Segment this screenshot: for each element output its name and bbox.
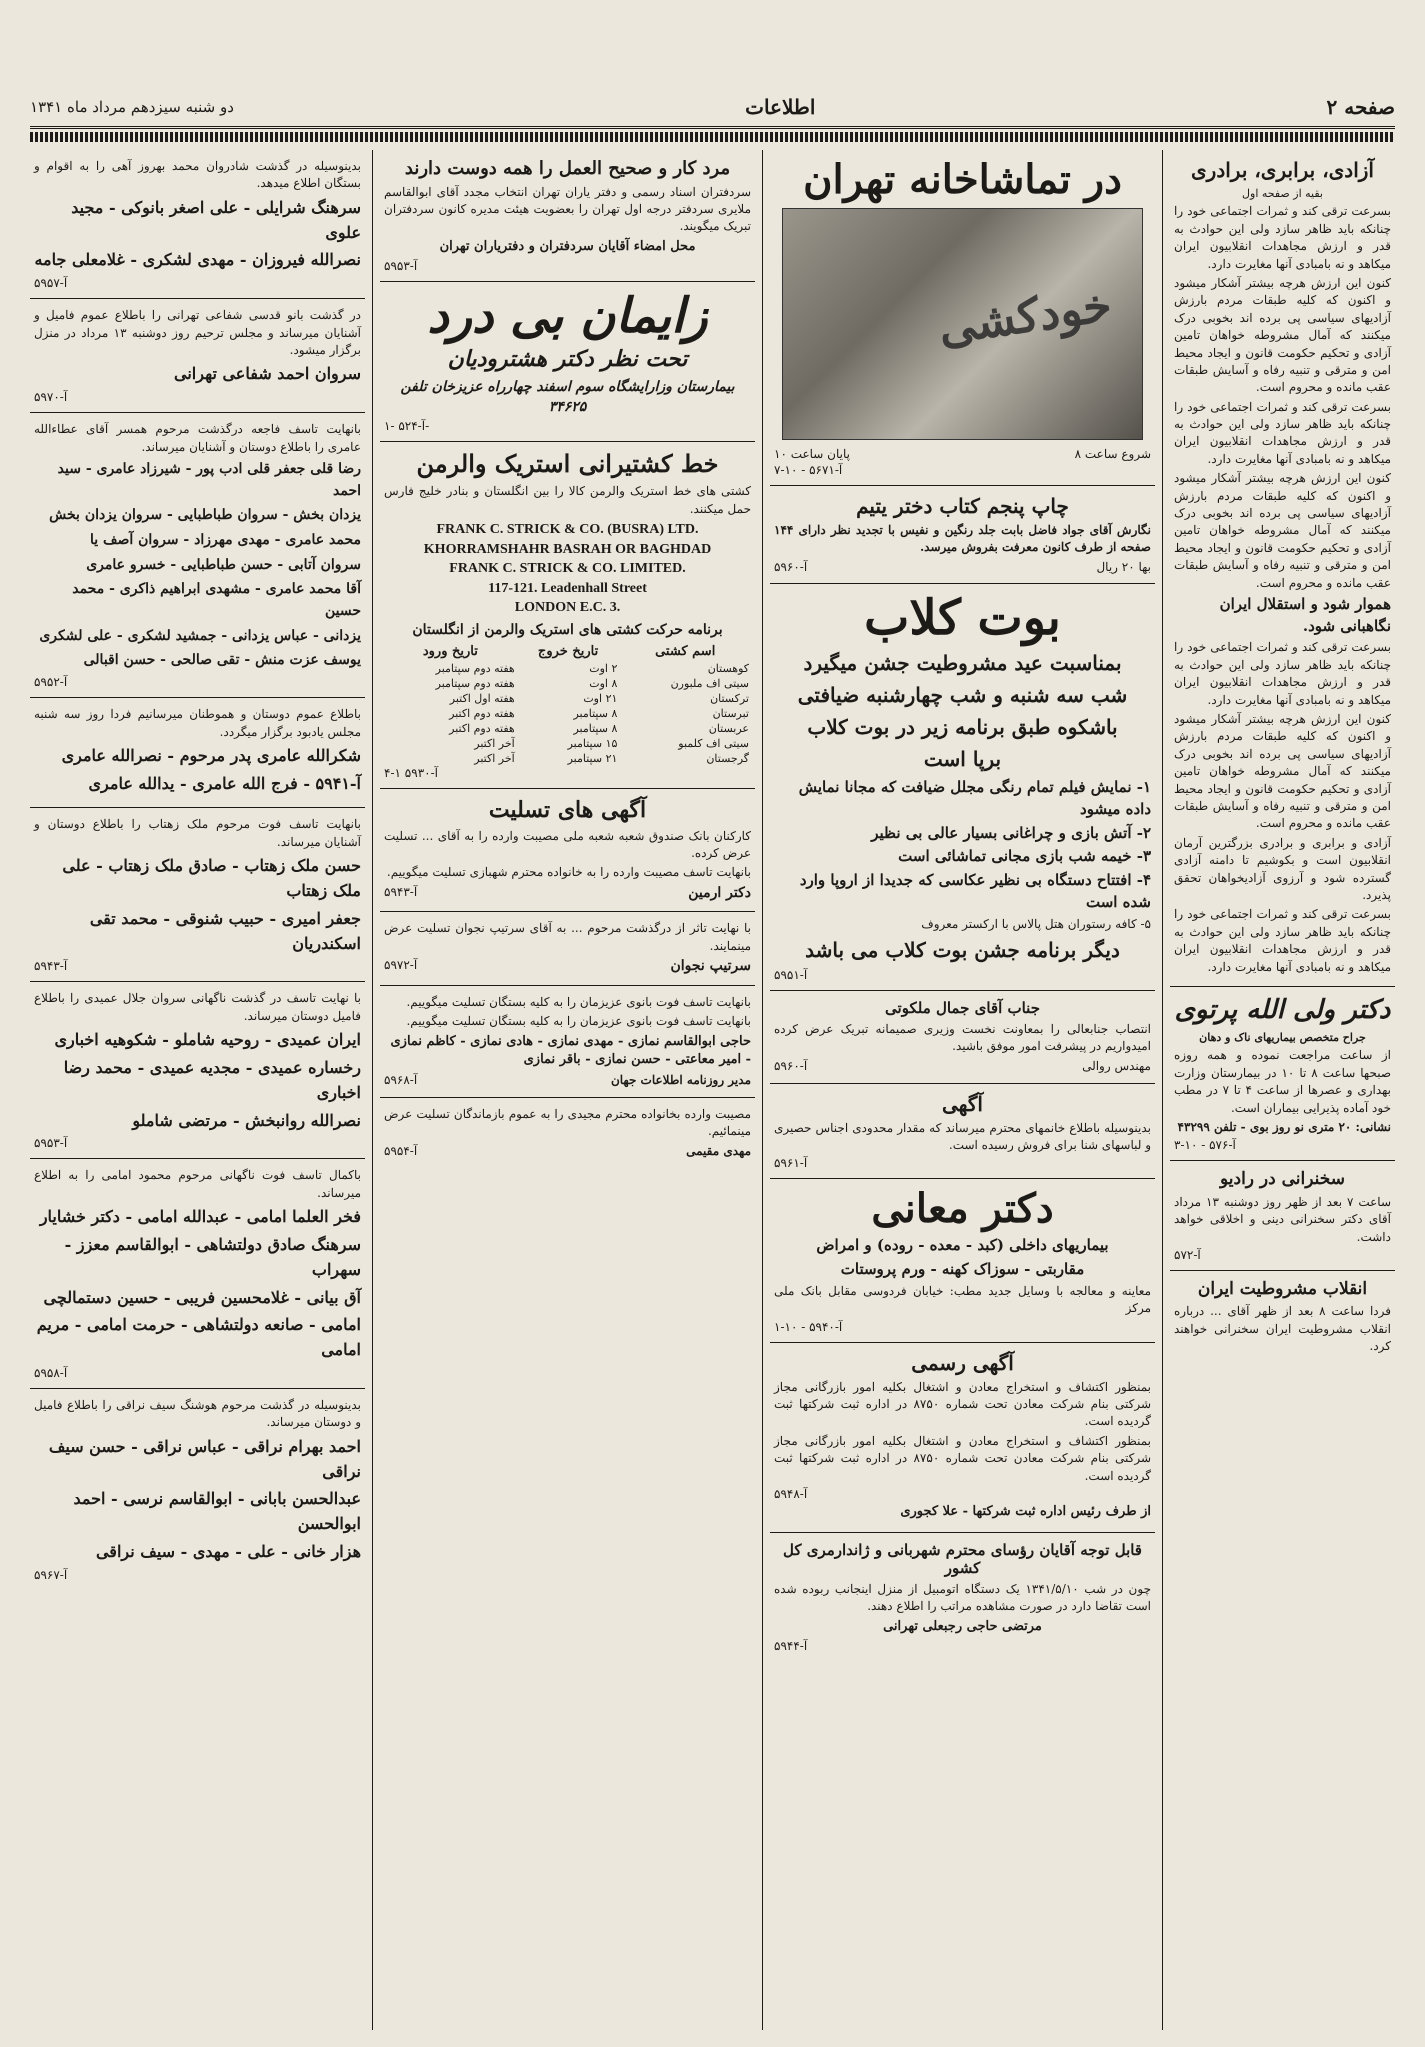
article-paragraph: کنون این ارزش هرچه بیشتر آشکار میشود و اکنون که کلیه طبقات مردم بارزش آزادیهای سیاسی پی برده اند بخوبی درک میکنند که آمال مشروطه خواهان تامین آزادی و تحکیم حکومت قانون و ایجاد محیط امن و مترقی و تنبیه رفاه و آسایش طبقات عقب مانده و محروم است. [1174, 275, 1391, 395]
obituary-names: یزدانی - عباس یزدانی - جمشید لشکری - علی لشکری [39, 627, 361, 644]
constitution-title: انقلاب مشروطیت ایران [1197, 1279, 1368, 1299]
table-cell: ترکستان [710, 692, 749, 706]
obituary-text: بدینوسیله در گذشت مرحوم هوشنگ سیف نراقی را باطلاع فامیل و دوستان میرساند. [34, 1397, 361, 1430]
obituary-text: با نهایت تاسف در گذشت ناگهانی سروان جلال عمیدی را باطلاع فامیل دوستان میرساند. [34, 991, 361, 1023]
condolence-section [380, 789, 755, 912]
midwife-address: بیمارستان وزارایشگاه سوم اسفند چهارراه عزیزخان تلفن ۳۴۶۲۵ [400, 378, 735, 416]
condolence-sign [384, 884, 751, 904]
club-item: ۴- افتتاح دستگاه بی نظیر عکاسی که جدیدا از اروپا وارد شده است [799, 871, 1151, 911]
theater-title: در تماشاخانه تهران [803, 156, 1122, 203]
ad-reference: آ-۵۹۴۸ [774, 1487, 808, 1502]
condolence-text: بانهایت تاسف فوت بانوی عزیزمان را به کلیه بستگان تسلیت میگوییم. [406, 994, 751, 1009]
article-closing: آزادی و برابری و برادری بزرگترین آرمان انقلابیون است و بکوشیم تا دامنه آزادی گسترده شود و آرزوی آزادیخواهان تحقق پذیرد. [1174, 835, 1391, 902]
ad-reference: آ-۵۹۵۸ [34, 1365, 68, 1380]
doctor-subtitle: جراح متخصص بیماریهای ناک و دهان [1199, 1031, 1366, 1045]
ad-reference: آ-۵۹۷۲ [384, 958, 418, 973]
ad-reference: آ-۵۹۳۰ ۱-۴ [384, 766, 438, 781]
obituary-2 [30, 299, 365, 413]
obituary-names: رضا قلی جعفر قلی ادب پور - شیرزاد عامری - سید احمد [57, 460, 361, 499]
club-item: ۲- آتش بازی و چراغانی بسیار عالی بی نظیر [871, 823, 1151, 842]
ad-reference: آ-۵۹۴۳ [34, 959, 68, 974]
condolence-2 [380, 912, 755, 985]
condolence-sign [384, 957, 751, 977]
obituary-text: بدینوسیله در گذشت شادروان محمد بهروز آهی را به اقوام و بستگان اطلاع میدهد. [34, 159, 361, 191]
doctor-ad [1170, 987, 1395, 1162]
table-row [384, 661, 751, 676]
club-item: ۱- نمایش فیلم تمام رنگی مجلل ضیافت که مجانا نمایش داده میشود [798, 778, 1151, 818]
maani-line: بیماریهای داخلی (کبد - معده - روده) و امراض [816, 1236, 1109, 1255]
ad-reference: آ-۵۹۶۰ [774, 559, 808, 574]
column-divider [1162, 150, 1163, 2030]
book-text: نگارش آقای جواد فاضل بابت جلد رنگین و نفیس با تجدید نظر دارای ۱۴۴ صفحه از طرف کانون معرفت بفروش میرسد. [774, 522, 1151, 555]
table-row [384, 736, 751, 751]
maani-line: مقاربتی - سوزاک کهنه - ورم پروستات [840, 1260, 1085, 1279]
table-cell: هفته دوم سپتامبر [435, 677, 515, 691]
table-cell: هفته دوم اکتبر [449, 707, 515, 721]
condolence-signer: دکتر ارمین [688, 884, 751, 901]
obituary-names: سرهنگ شرایلی - علی اصغر بانوکی - مجید علوی [71, 197, 361, 242]
condolence-text: کارکنان بانک صندوق شعبه شعبه ملی مصیبت وارده را به آقای ... تسلیت عرض کرده. [384, 828, 751, 861]
obituary-text: در گذشت بانو قدسی شفاعی تهرانی را باطلاع عموم فامیل و آشنایان میرساند و مجلس ترحیم روز دوشنبه ۱۳ مرداد در منزل برگزار میشود. [34, 308, 361, 357]
obituary-names: جعفر امیری - حبیب شنوقی - محمد تقی اسکندریان [89, 908, 361, 953]
midwife-ad [380, 282, 755, 443]
ad-reference: آ-۵۹۵۳ [34, 1136, 68, 1151]
table-cell: کوهستان [707, 662, 749, 676]
radio-notice [1170, 1161, 1395, 1271]
schedule-table [384, 642, 751, 766]
obituary-names: محمد عامری - مهدی مهرزاد - سروان آصف یا [89, 531, 361, 548]
obituary-names: نصرالله فیروزان - مهدی لشکری - غلامعلی جامه [34, 250, 361, 270]
ad-reference: آ-۵۹۶۱ [774, 1156, 808, 1171]
condolence-3 [380, 986, 755, 1098]
ad-reference: آ-۵۷۲ [1174, 1248, 1201, 1262]
midwife-subtitle: تحت نظر دکتر هشترودیان [447, 346, 688, 373]
obituary-4 [30, 698, 365, 808]
malakuti-sign [774, 1058, 1151, 1075]
thanks-signer: محل امضاء آقایان سردفتران و دفتریاران تهران [439, 238, 696, 254]
article-liberty [1170, 150, 1395, 987]
obituary-names: ایران عمیدی - روحیه شاملو - شکوهیه اخباری [54, 1030, 361, 1050]
table-cell: ۲ اوت [589, 662, 618, 676]
public-notice [770, 1533, 1155, 1661]
official-ad [770, 1343, 1155, 1533]
header-rule [30, 132, 1395, 142]
obituary-names: آ-۵۹۴۱ - فرج الله عامری - یدالله عامری [88, 773, 361, 793]
obituary-text: باطلاع عموم دوستان و هموطنان میرسانیم فردا روز سه شنبه مجلس یادبود برگزار میگردد. [34, 707, 361, 739]
obituary-names: رخساره عمیدی - مجدیه عمیدی - محمد رضا اخباری [63, 1058, 361, 1102]
shipping-title: خط کشتیرانی استریک والرمن [416, 449, 719, 479]
book-meta [774, 559, 1151, 576]
theater-ad [770, 150, 1155, 486]
table-cell: ۸ اوت [589, 677, 618, 691]
shipping-ad [380, 442, 755, 789]
malakuti-title: جناب آقای جمال ملکوتی [885, 999, 1040, 1018]
article-title: آزادی، برابری، برادری [1191, 158, 1374, 182]
page-number: صفحه ۲ [1326, 95, 1395, 119]
table-row [384, 691, 751, 706]
table-cell: آخر اکتبر [474, 737, 515, 751]
doctor-maani-ad [770, 1179, 1155, 1342]
club-line: برپا است [923, 747, 1002, 772]
doctor-text: از ساعت مراجعت نموده و همه روزه صبحها ساعت ۸ تا ۱۰ در بیمارستان وزارت بهداری و عصرها از ساعت ۴ تا ۷ در مطب خود آماده پذیرایی بیماران است. [1174, 1048, 1392, 1115]
ad-text: بدینوسیله باطلاع خانمهای محترم میرساند که مقدار محدودی اجناس حصیری و لباسهای شنا برای فروش رسیده است. [774, 1120, 1151, 1153]
official-text: بمنظور اکتشاف و استخراج معادن و اشتغال بکلیه امور بازرگانی مجاز شرکتی بنام شرکت معادن تحت شماره ۸۷۵۰ در اداره ثبت شرکتها ثبت گردیده است. [774, 1433, 1151, 1483]
condolence-signer: سرتیپ نجوان [670, 958, 751, 975]
column-divider [762, 150, 763, 2030]
condolence-text: بانهایت تاسف فوت بانوی عزیزمان را به کلیه بستگان تسلیت میگوییم. [406, 1014, 751, 1029]
condolence-sign [384, 1143, 751, 1160]
obituary-3 [30, 413, 365, 698]
table-cell: عربستان [708, 722, 749, 736]
maani-title: دکتر معانی [871, 1185, 1054, 1233]
theater-end: پایان ساعت ۱۰ [774, 447, 850, 461]
newspaper-name: اطلاعات [745, 95, 816, 119]
condolence-signer: مدیر روزنامه اطلاعات جهان [610, 1073, 751, 1088]
obituary-names: امامی - صانعه دولتشاهی - حرمت امامی - مریم امامی [36, 1315, 361, 1360]
club-line: باشکوه طبق برنامه زیر در بوت کلاب [807, 715, 1118, 740]
public-signer: مرتضی حاجی رجبعلی تهرانی [883, 1618, 1042, 1634]
obituary-names: فخر العلما امامی - عبدالله امامی - دکتر خشایار [39, 1207, 361, 1227]
table-cell: سیتی اف کلمبو [678, 737, 749, 751]
midwife-title: زایمان بی درد [427, 287, 708, 344]
club-item: ۳- خیمه شب بازی مجانی تماشائی است [898, 847, 1151, 866]
obituary-1 [30, 150, 365, 299]
constitution-notice [1170, 1271, 1395, 1366]
schedule-body [384, 661, 751, 766]
theater-start: شروع ساعت ۸ [1074, 447, 1151, 461]
newspaper-page [30, 60, 1395, 2030]
thanks-text: سردفتران اسناد رسمی و دفتر یاران تهران انتخاب مجدد آقای ابوالقاسم ملایری سردفتر درجه اول تهران را بعضویت هیئت مدیره کانون سردفتران تبریک میگویند. [384, 184, 751, 234]
obituary-text: باکمال تاسف فوت ناگهانی مرحوم محمود امامی را به اطلاع میرساند. [34, 1168, 361, 1200]
obituary-text: بانهایت تاسف فاجعه درگذشت مرحوم همسر آقای عطاءالله عامری را باطلاع دوستان و آشنایان میرساند. [34, 422, 361, 454]
doctor-name: دکتر ولی الله پرتوی [1174, 994, 1391, 1025]
ad-reference: آ-۵۲۴ -۱- [384, 419, 430, 434]
obituary-names: حسن ملک زهتاب - صادق ملک زهتاب - علی ملک زهتاب [62, 856, 361, 901]
club-note: ۵- کافه رستوران هتل پالاس با ارکستر معروف [921, 916, 1151, 931]
obituary-names: سروان آتابی - حسن طباطبایی - خسرو عامری [86, 556, 361, 573]
column-divider [372, 150, 373, 2030]
photo-caption: خودکشی [935, 277, 1115, 355]
official-text: بمنظور اکتشاف و استخراج معادن و اشتغال بکلیه امور بازرگانی مجاز شرکتی بنام شرکت معادن تحت شماره ۸۷۵۰ در اداره ثبت شرکتها ثبت گردیده است. [774, 1379, 1151, 1429]
table-cell: هفته اول اکتبر [449, 692, 515, 706]
book-title: چاپ پنجم کتاب دختر یتیم [856, 493, 1069, 518]
article-paragraph: کنون این ارزش هرچه بیشتر آشکار میشود و اکنون که کلیه طبقات مردم بارزش آزادیهای سیاسی پی برده اند بخوبی درک میکنند که آمال مشروطه خواهان تامین آزادی و تحکیم حکومت قانون و ایجاد محیط امن و مترقی و تنبیه رفاه و آسایش طبقات عقب مانده و محروم است. [1174, 712, 1391, 831]
condolence-text: مصیبت وارده بخانواده محترم مجیدی را به عموم بازماندگان تسلیت عرض مینمائیم. [384, 1107, 751, 1139]
ad-reference: آ-۵۷۶ - ۱۰-۳ [1174, 1138, 1236, 1153]
malakuti-signer: مهندس روالی [1082, 1058, 1151, 1073]
ad-reference: آ-۵۹۵۷ [34, 276, 68, 291]
table-cell: ۲۱ اوت [583, 692, 618, 706]
club-line: شب سه شنبه و شب چهارشنبه ضیافتی [797, 683, 1128, 708]
book-price: بها ۲۰ ریال [1096, 559, 1151, 574]
column-2 [770, 150, 1155, 2030]
obituary-names: هزار خانی - علی - مهدی - سیف نراقی [95, 1541, 361, 1561]
club-ad [770, 584, 1155, 991]
club-closing: دیگر برنامه جشن بوت کلاب می باشد [805, 938, 1120, 963]
shipping-address-line: 117-121. Leadenhall Street [488, 580, 647, 596]
table-cell: هفته دوم اکتبر [449, 722, 515, 736]
article-paragraph: بسرعت ترقی کند و ثمرات اجتماعی خود را چنانکه باید ظاهر سازد ولی این حوادث به قدر و ارزش مجاهدات انقلابیون ایران میکاهد و نه بامبادی آنها مغایرت دارد. [1174, 204, 1391, 271]
table-cell: ۱۵ سپتامبر [567, 737, 618, 751]
condolence-4 [380, 1098, 755, 1168]
article-paragraph: کنون این ارزش هرچه بیشتر آشکار میشود و اکنون که کلیه طبقات مردم بارزش آزادیهای سیاسی پی برده اند بخوبی درک میکنند که آمال مشروطه خواهان تامین آزادی و تحکیم حکومت قانون و ایجاد محیط امن و مترقی و تنبیه رفاه و آسایش طبقات عقب مانده و محروم است. [1174, 471, 1391, 590]
obituary-names: یزدان بخش - سروان طباطبایی - سروان یزدان بخش [49, 507, 361, 524]
table-row [384, 706, 751, 721]
obituary-names: آق بیانی - غلامحسین فریبی - حسین دستمالچی [43, 1287, 361, 1307]
table-header: تاریخ خروج [537, 644, 599, 660]
article-paragraph: بسرعت ترقی کند و ثمرات اجتماعی خود را چنانکه باید ظاهر سازد ولی این حوادث به قدر و ارزش مجاهدات انقلابیون ایران میکاهد و نه بامبادی آنها مغایرت دارد. [1174, 907, 1391, 974]
club-title: بوت کلاب [864, 590, 1061, 647]
table-row [384, 721, 751, 736]
ad-title: آگهی [942, 1091, 983, 1116]
theater-photo [782, 208, 1143, 440]
article-paragraph: بسرعت ترقی کند و ثمرات اجتماعی خود را چنانکه باید ظاهر سازد ولی این حوادث به قدر و ارزش مجاهدات انقلابیون ایران میکاهد و نه بامبادی آنها مغایرت دارد. [1174, 640, 1391, 707]
theater-times [774, 446, 1151, 463]
condolence-signer: مهدی مقیمی [686, 1143, 751, 1158]
obituary-names: احمد بهرام نراقی - عباس نراقی - حسن سیف نراقی [48, 1436, 361, 1481]
ad-reference: آ-۵۶۷۱ - ۱۰-۷ [774, 462, 843, 477]
official-title: آگهی رسمی [911, 1350, 1014, 1375]
article-bold-line: هموار شود و استقلال ایران نگاهبانی شود. [1219, 594, 1391, 635]
obituary-names: سرهنگ صادق دولتشاهی - ابوالقاسم معزز - سهراب [64, 1235, 361, 1279]
column-1 [1170, 150, 1395, 2030]
thanks-title: مرد کار و صحیح العمل را همه دوست دارند [404, 158, 731, 179]
official-signer: از طرف رئیس اداره ثبت شرکتها - علا کجوری [900, 1504, 1151, 1520]
condolence-names: حاجی ابوالقاسم نمازی - مهدی نمازی - هادی نمازی - کاظم نمازی - امیر معاعتی - حسن نمازی - باقر نمازی [390, 1033, 751, 1068]
obituary-5 [30, 808, 365, 982]
condolence-text: بانهایت تاسف مصیبت وارده را به خانواده محترم شهبازی تسلیت میگوییم. [386, 865, 751, 880]
shipping-address-line: LONDON E.C. 3. [514, 600, 621, 616]
maani-text: معاینه و معالجه با وسایل جدید مطب: خیابان فردوسی مقابل بانک ملی مرکز [774, 1283, 1151, 1316]
radio-text: ساعت ۷ بعد از ظهر روز دوشنبه ۱۳ مرداد آقای دکتر سخنرانی دینی و اخلاقی خواهد داشت. [1174, 1194, 1392, 1244]
public-text: چون در شب ۱۳۴۱/۵/۱۰ یک دستگاه اتومبیل از منزل اینجانب ربوده شده است تقاضا دارد در صورت مشاهده مراتب را اطلاع دهند. [774, 1581, 1151, 1614]
column-3 [380, 150, 755, 2030]
shipping-address-line: FRANK C. STRICK & CO. (BUSRA) LTD. [436, 521, 699, 537]
condolence-title: آگهی های تسلیت [488, 797, 647, 824]
ad-reference: آ-۵۹۷۰ [34, 390, 68, 405]
club-line: بمناسبت عید مشروطیت جشن میگیرد [803, 651, 1122, 676]
schedule-title: برنامه حرکت کشتی های استریک والرمن از انگلستان [412, 621, 723, 638]
obituary-names: سروان احمد شفاعی تهرانی [174, 364, 361, 384]
table-row [384, 751, 751, 766]
obituary-text: بانهایت تاسف فوت مرحوم ملک زهتاب را باطلاع دوستان و آشنایان میرساند. [34, 817, 361, 849]
obituary-names: آقا محمد عامری - مشهدی ابراهیم ذاکری - محمد حسین [72, 581, 361, 620]
shipping-text: کشتی های خط استریک والرمن کالا را بین انگلستان و بنادر خلیج فارس حمل میکنند. [384, 484, 751, 516]
radio-title: سخنرانی در رادیو [1220, 1169, 1345, 1190]
table-cell: ۸ سپتامبر [573, 722, 618, 736]
table-header-row [384, 642, 751, 661]
obituary-names: نصرالله روانبخش - مرتضی شاملو [132, 1110, 361, 1130]
table-cell: آخر اکتبر [474, 752, 515, 766]
shipping-address-line: FRANK C. STRICK & CO. LIMITED. [449, 561, 686, 577]
table-header: اسم کشتی [655, 644, 716, 660]
obituary-7 [30, 1159, 365, 1389]
obituary-names: عبدالحسن بابانی - ابوالقاسم نرسی - احمد ابوالحسن [73, 1489, 361, 1534]
ad-reference: آ-۵۹۶۸ [384, 1073, 418, 1088]
ad-reference: آ-۵۹۶۰ [774, 1058, 808, 1073]
thanks-notice [380, 150, 755, 282]
table-cell: ۸ سپتامبر [573, 707, 618, 721]
doctor-address: نشانی: ۲۰ متری نو روز بوی - تلفن ۴۳۲۹۹ [1177, 1120, 1391, 1135]
obituary-names: یوسف عزت منش - تقی صالحی - حسن اقبالی [83, 652, 361, 669]
ad-reference: آ-۵۹۵۳ [384, 258, 418, 273]
article-continued: بقیه از صفحه اول [1242, 187, 1323, 200]
shipping-address-line: KHORRAMSHAHR BASRAH OR BAGHDAD [423, 541, 712, 557]
ad-reference: آ-۵۹۴۰ - ۱۰-۱ [774, 1319, 843, 1334]
column-4 [30, 150, 365, 2030]
table-cell: تبرستان [712, 707, 749, 721]
ad-reference: آ-۵۹۴۴ [774, 1638, 808, 1653]
ad-reference: آ-۵۹۵۴ [384, 1143, 418, 1158]
ad-reference: آ-۵۹۴۳ [384, 884, 418, 899]
table-cell: سیتی اف ملبورن [670, 677, 749, 691]
table-cell: ۲۱ سپتامبر [567, 752, 618, 766]
general-ad [770, 1084, 1155, 1180]
table-row [384, 676, 751, 691]
public-title: قابل توجه آقایان رؤسای محترم شهربانی و ژاندارمری کل کشور [783, 1540, 1142, 1577]
malakuti-notice [770, 991, 1155, 1084]
obituary-names: شکرالله عامری پدر مرحوم - نصرالله عامری [61, 745, 361, 765]
issue-date: دو شنبه سیزدهم مرداد ماه ۱۳۴۱ [30, 98, 234, 116]
book-ad [770, 486, 1155, 585]
table-cell: گرجستان [706, 752, 749, 766]
table-cell: هفته دوم سپتامبر [435, 662, 515, 676]
malakuti-text: انتصاب جنابعالی را بمعاونت نخست وزیری صمیمانه تبریک عرض کرده امیدواریم در پیشرفت امور موفق باشید. [774, 1022, 1151, 1054]
ad-reference: آ-۵۹۵۱ [774, 968, 808, 983]
table-header: تاریخ ورود [422, 644, 478, 660]
article-paragraph: بسرعت ترقی کند و ثمرات اجتماعی خود را چنانکه باید ظاهر سازد ولی این حوادث به قدر و ارزش مجاهدات انقلابیون ایران میکاهد و نه بامبادی آنها مغایرت دارد. [1174, 399, 1391, 466]
obituary-6 [30, 982, 365, 1159]
ad-reference: آ-۵۹۶۷ [34, 1567, 68, 1582]
ad-reference: آ-۵۹۵۲ [34, 675, 68, 690]
page-header [30, 88, 1395, 129]
condolence-sign [384, 1072, 751, 1089]
condolence-text: با نهایت تاثر از درگذشت مرحوم ... به آقای سرتیپ نجوان تسلیت عرض مینمایند. [384, 921, 751, 953]
obituary-8 [30, 1389, 365, 1590]
constitution-text: فردا ساعت ۸ بعد از ظهر آقای ... درباره انقلاب مشروطیت ایران سخنرانی خواهند کرد. [1174, 1304, 1391, 1354]
